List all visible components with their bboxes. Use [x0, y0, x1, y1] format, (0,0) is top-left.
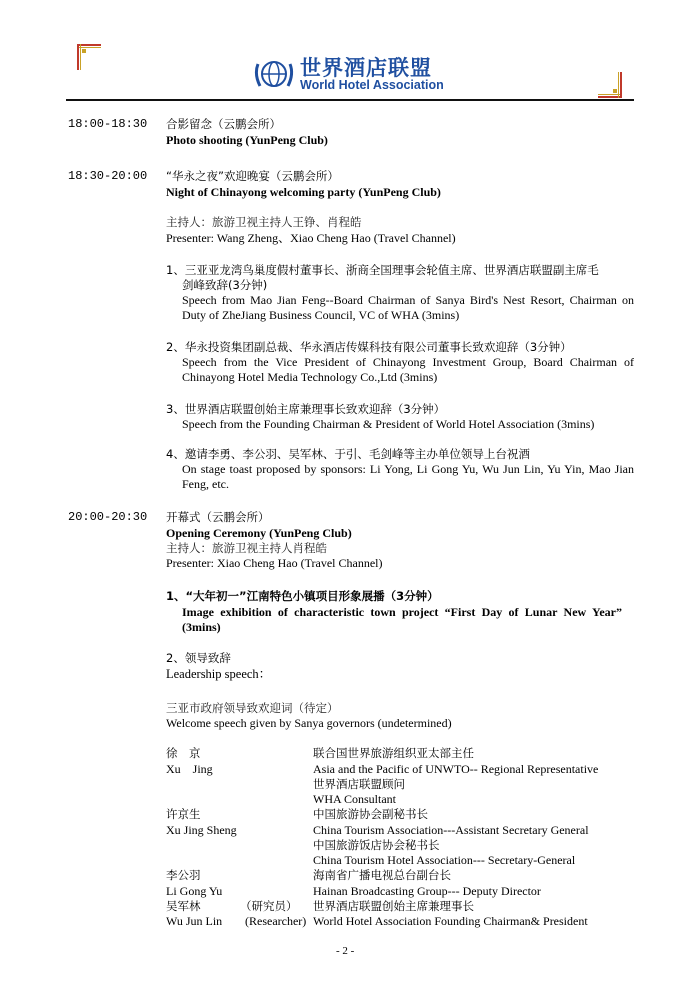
speaker-role: China Tourism Hotel Association--- Secretary-General	[313, 853, 576, 867]
speaker-role: China Tourism Association---Assistant Secretary General	[313, 823, 589, 837]
welcome-speech-en: Welcome speech given by Sanya governors (undetermined)	[166, 716, 452, 730]
presenter-cn: 主持人：旅游卫视主持人王铮、肖程皓	[166, 215, 362, 229]
section-title-cn: 开幕式（云鹏会所）	[166, 510, 270, 524]
speaker-role: 世界酒店联盟顾问	[313, 777, 405, 791]
speaker-role: 中国旅游协会副秘书长	[313, 807, 428, 821]
globe-laurel-icon	[252, 56, 296, 92]
section-title-en: Opening Ceremony (YunPeng Club)	[166, 526, 352, 540]
presenter-en: Presenter: Wang Zheng、Xiao Cheng Hao (Travel Channel)	[166, 231, 456, 245]
speaker-name-en: Xu Jing Sheng	[166, 823, 237, 837]
agenda-item-cn: 4、邀请李勇、李公羽、吴军林、于引、毛剑峰等主办单位领导上台祝酒	[166, 447, 530, 461]
page-number: - 2 -	[336, 945, 355, 957]
section-title-en: Night of Chinayong welcoming party (YunPeng Club)	[166, 185, 441, 199]
time-slot: 20:00-20:30	[68, 510, 148, 524]
agenda-item-en: Speech from the Vice President of Chinayong Investment Group, Board Chairman of Chinayong Hotel Media Technology Co.,Ltd (3mins)	[182, 355, 634, 384]
speaker-name-cn: 吴军林	[166, 899, 201, 913]
ceremony-item-en: Image exhibition of characteristic town project “First Day of Lunar New Year” (3mins)	[182, 605, 622, 634]
time-slot: 18:30-20:00	[68, 169, 148, 183]
header-rule	[66, 99, 634, 101]
speaker-role: 海南省广播电视总台副台长	[313, 868, 451, 882]
speaker-name-cn: 徐 京	[166, 746, 201, 760]
time-slot: 18:00-18:30	[68, 117, 148, 131]
section-title-cn: 合影留念（云鹏会所）	[166, 117, 281, 131]
speaker-role: 世界酒店联盟创始主席兼理事长	[313, 899, 474, 913]
agenda-item-cn: 1、三亚亚龙湾鸟巢度假村董事长、浙商全国理事会轮值主席、世界酒店联盟副主席毛	[166, 263, 599, 277]
speaker-role: Hainan Broadcasting Group--- Deputy Director	[313, 884, 541, 898]
speaker-title-en: (Researcher)	[245, 914, 307, 928]
agenda-item-en: On stage toast proposed by sponsors: Li Yong, Li Gong Yu, Wu Jun Lin, Yu Yin, Mao Jian Feng, etc.	[182, 462, 634, 491]
speaker-role: 中国旅游饭店协会秘书长	[313, 838, 440, 852]
speaker-name-en: Li Gong Yu	[166, 884, 223, 898]
ceremony-item-en: Leadership speech：	[166, 667, 272, 681]
association-logo	[252, 56, 444, 92]
section-title-cn: “华永之夜”欢迎晚宴（云鹏会所）	[166, 169, 339, 183]
corner-ornament-top-left	[77, 44, 103, 72]
agenda-item-en: Speech from the Founding Chairman & President of World Hotel Association (3mins)	[182, 417, 595, 431]
logo-title-cn: 世界酒店联盟	[300, 55, 432, 80]
presenter-cn: 主持人：旅游卫视主持人肖程皓	[166, 541, 327, 555]
logo-title-en: World Hotel Association	[300, 77, 444, 92]
section-title-en: Photo shooting (YunPeng Club)	[166, 133, 328, 147]
agenda-item-en: Speech from Mao Jian Feng--Board Chairman of Sanya Bird's Nest Resort, Chairman on Duty of ZheJiang Business Council, VC of WHA (3mins)	[182, 293, 634, 322]
ceremony-item-cn: 2、领导致辞	[166, 651, 231, 665]
welcome-speech-cn: 三亚市政府领导致欢迎词（待定）	[166, 701, 339, 715]
speaker-name-en: Xu Jing	[166, 762, 213, 776]
speaker-name-cn: 李公羽	[166, 868, 201, 882]
ceremony-item-cn: 1、“大年初一”江南特色小镇项目形象展播（3分钟）	[166, 589, 439, 603]
agenda-item-cn: 3、世界酒店联盟创始主席兼理事长致欢迎辞（3分钟）	[166, 402, 446, 416]
speaker-role: World Hotel Association Founding Chairman& President	[313, 914, 588, 928]
speaker-role: WHA Consultant	[313, 792, 396, 806]
speaker-role: Asia and the Pacific of UNWTO-- Regional Representative	[313, 762, 599, 776]
speaker-name-en: Wu Jun Lin	[166, 914, 223, 928]
corner-ornament-bottom-right	[596, 70, 622, 98]
presenter-en: Presenter: Xiao Cheng Hao (Travel Channel)	[166, 556, 383, 570]
speaker-name-cn: 许京生	[166, 807, 201, 821]
agenda-item-cn-cont: 剑峰致辞(3分钟)	[182, 278, 268, 292]
speaker-title-cn: （研究员）	[240, 899, 298, 913]
agenda-item-cn: 2、华永投资集团副总裁、华永酒店传媒科技有限公司董事长致欢迎辞（3分钟）	[166, 340, 572, 354]
speaker-role: 联合国世界旅游组织亚太部主任	[313, 746, 474, 760]
